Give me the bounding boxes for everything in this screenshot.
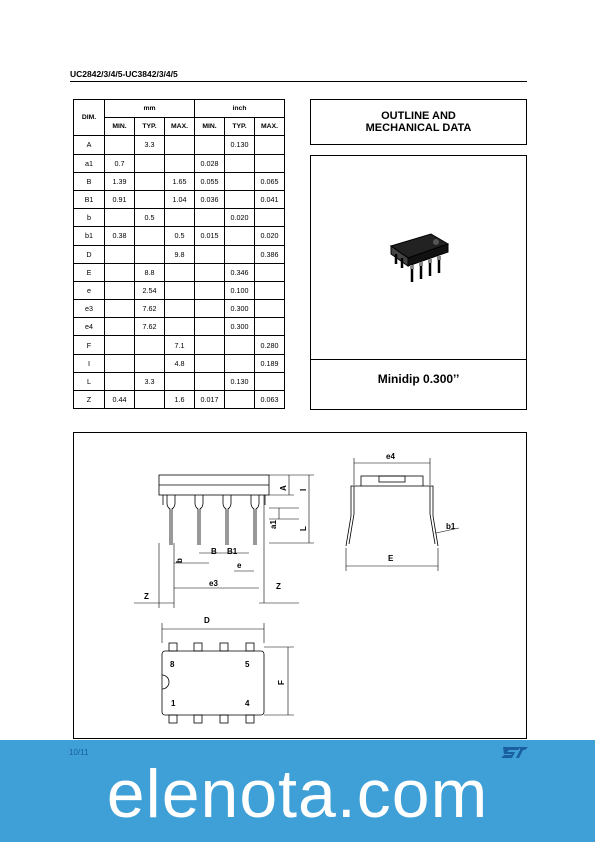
label-e3: e3 [209,579,218,588]
value-cell [135,354,165,372]
value-cell: 0.5 [135,209,165,227]
package-name: Minidip 0.300’’ [377,372,460,386]
header-rule [70,81,527,82]
mm-min-header: MIN. [105,118,135,136]
value-cell [105,245,135,263]
table-header-row [74,100,285,118]
value-cell: 0.346 [225,263,255,281]
value-cell [195,281,225,299]
dim-cell: e [74,281,105,299]
dim-cell: B [74,172,105,190]
value-cell: 0.036 [195,190,225,208]
table-subheader-row [74,118,285,136]
dimensions-table-body [74,136,285,409]
value-cell [195,209,225,227]
label-B1: B1 [227,547,238,556]
value-cell: 0.300 [225,300,255,318]
value-cell [225,190,255,208]
dim-cell: e3 [74,300,105,318]
value-cell [195,263,225,281]
outline-title-line1: OUTLINE AND [381,110,456,122]
value-cell [255,209,285,227]
value-cell [195,318,225,336]
dim-cell: L [74,372,105,390]
value-cell: 0.38 [105,227,135,245]
value-cell [255,154,285,172]
table-row [74,209,285,227]
dim-header: DIM. [74,100,105,136]
value-cell [225,336,255,354]
package-image-box [310,155,527,410]
value-cell [105,281,135,299]
table-row [74,190,285,208]
value-cell [225,154,255,172]
value-cell [165,136,195,154]
label-Z-left: Z [144,592,149,601]
value-cell [195,372,225,390]
value-cell [105,318,135,336]
table-row [74,372,285,390]
label-b1: b1 [446,522,456,531]
value-cell: 1.6 [165,391,195,409]
value-cell: 0.017 [195,391,225,409]
value-cell: 0.055 [195,172,225,190]
page-number: 10/11 [69,748,89,757]
outline-title-box [310,99,527,145]
value-cell: 0.280 [255,336,285,354]
mm-header: mm [105,100,195,118]
document-title: UC2842/3/4/5-UC3842/3/4/5 [70,69,178,79]
value-cell: 4.8 [165,354,195,372]
label-B: B [211,547,217,556]
table-row [74,172,285,190]
value-cell: 0.020 [255,227,285,245]
value-cell [225,227,255,245]
outline-title-line2: MECHANICAL DATA [365,122,472,134]
value-cell: 0.130 [225,372,255,390]
value-cell [255,136,285,154]
value-cell [195,245,225,263]
table-row [74,354,285,372]
table-row [74,391,285,409]
inch-min-header: MIN. [195,118,225,136]
pin-8-label: 8 [170,660,175,669]
label-A: A [279,485,288,491]
value-cell [255,263,285,281]
value-cell: 0.063 [255,391,285,409]
value-cell: 0.5 [165,227,195,245]
mm-max-header: MAX. [165,118,195,136]
table-row [74,136,285,154]
label-e: e [237,561,242,570]
table-row [74,227,285,245]
value-cell [255,300,285,318]
value-cell [165,281,195,299]
value-cell [135,154,165,172]
value-cell [165,300,195,318]
mm-typ-header: TYP. [135,118,165,136]
dim-cell: e4 [74,318,105,336]
value-cell [225,245,255,263]
value-cell [195,300,225,318]
pin-4-label: 4 [245,699,250,708]
value-cell [195,336,225,354]
label-D: D [204,616,210,625]
top-view [162,643,264,723]
value-cell [135,172,165,190]
value-cell: 1.39 [105,172,135,190]
inch-typ-header: TYP. [225,118,255,136]
value-cell: 9.8 [165,245,195,263]
value-cell [165,209,195,227]
value-cell: 0.44 [105,391,135,409]
value-cell [105,300,135,318]
dim-cell: A [74,136,105,154]
label-a1: a1 [269,520,278,529]
label-e4: e4 [386,452,395,461]
value-cell: 0.100 [225,281,255,299]
value-cell: 3.3 [135,372,165,390]
value-cell: 7.62 [135,300,165,318]
value-cell [165,318,195,336]
value-cell: 0.028 [195,154,225,172]
value-cell [255,318,285,336]
dim-cell: B1 [74,190,105,208]
dim-cell: b [74,209,105,227]
dim-cell: Z [74,391,105,409]
label-E: E [388,554,394,563]
value-cell [165,372,195,390]
value-cell [105,263,135,281]
table-row [74,300,285,318]
value-cell [105,372,135,390]
value-cell [135,190,165,208]
value-cell: 1.04 [165,190,195,208]
value-cell [135,336,165,354]
label-Z-right: Z [276,582,281,591]
inch-max-header: MAX. [255,118,285,136]
value-cell [165,154,195,172]
value-cell: 0.300 [225,318,255,336]
dim-cell: F [74,336,105,354]
dim-cell: D [74,245,105,263]
value-cell: 0.189 [255,354,285,372]
table-row [74,263,285,281]
mechanical-drawing-box [73,432,527,739]
value-cell: 7.1 [165,336,195,354]
table-row [74,318,285,336]
value-cell: 0.386 [255,245,285,263]
value-cell: 0.91 [105,190,135,208]
value-cell: 8.8 [135,263,165,281]
dip8-package-image [386,216,456,296]
value-cell [225,391,255,409]
value-cell [255,281,285,299]
dimensions-table [73,99,285,409]
label-F: F [277,680,286,685]
end-view [346,476,438,546]
pin-1-label: 1 [171,699,176,708]
inch-header: inch [195,100,285,118]
value-cell [195,136,225,154]
value-cell [105,209,135,227]
dim-cell: E [74,263,105,281]
value-cell [105,136,135,154]
value-cell: 3.3 [135,136,165,154]
package-divider [311,359,526,360]
table-row [74,245,285,263]
value-cell: 0.041 [255,190,285,208]
value-cell [195,354,225,372]
table-row [74,281,285,299]
value-cell: 0.065 [255,172,285,190]
value-cell: 1.65 [165,172,195,190]
table-row [74,336,285,354]
value-cell [105,354,135,372]
value-cell [255,372,285,390]
dim-cell: b1 [74,227,105,245]
value-cell: 0.7 [105,154,135,172]
label-I: I [299,488,308,491]
label-b: b [175,558,184,563]
dim-cell: I [74,354,105,372]
value-cell [165,263,195,281]
value-cell: 0.015 [195,227,225,245]
value-cell [135,227,165,245]
watermark-text: elenota.com [106,756,489,832]
dim-cell: a1 [74,154,105,172]
value-cell: 7.62 [135,318,165,336]
value-cell [135,245,165,263]
value-cell [225,354,255,372]
value-cell [135,391,165,409]
label-L: L [299,526,308,531]
value-cell: 2.54 [135,281,165,299]
table-row [74,154,285,172]
mechanical-drawing [74,433,526,738]
value-cell [225,172,255,190]
value-cell: 0.020 [225,209,255,227]
value-cell: 0.130 [225,136,255,154]
side-view-pins [163,495,265,545]
pin-5-label: 5 [245,660,250,669]
value-cell [105,336,135,354]
